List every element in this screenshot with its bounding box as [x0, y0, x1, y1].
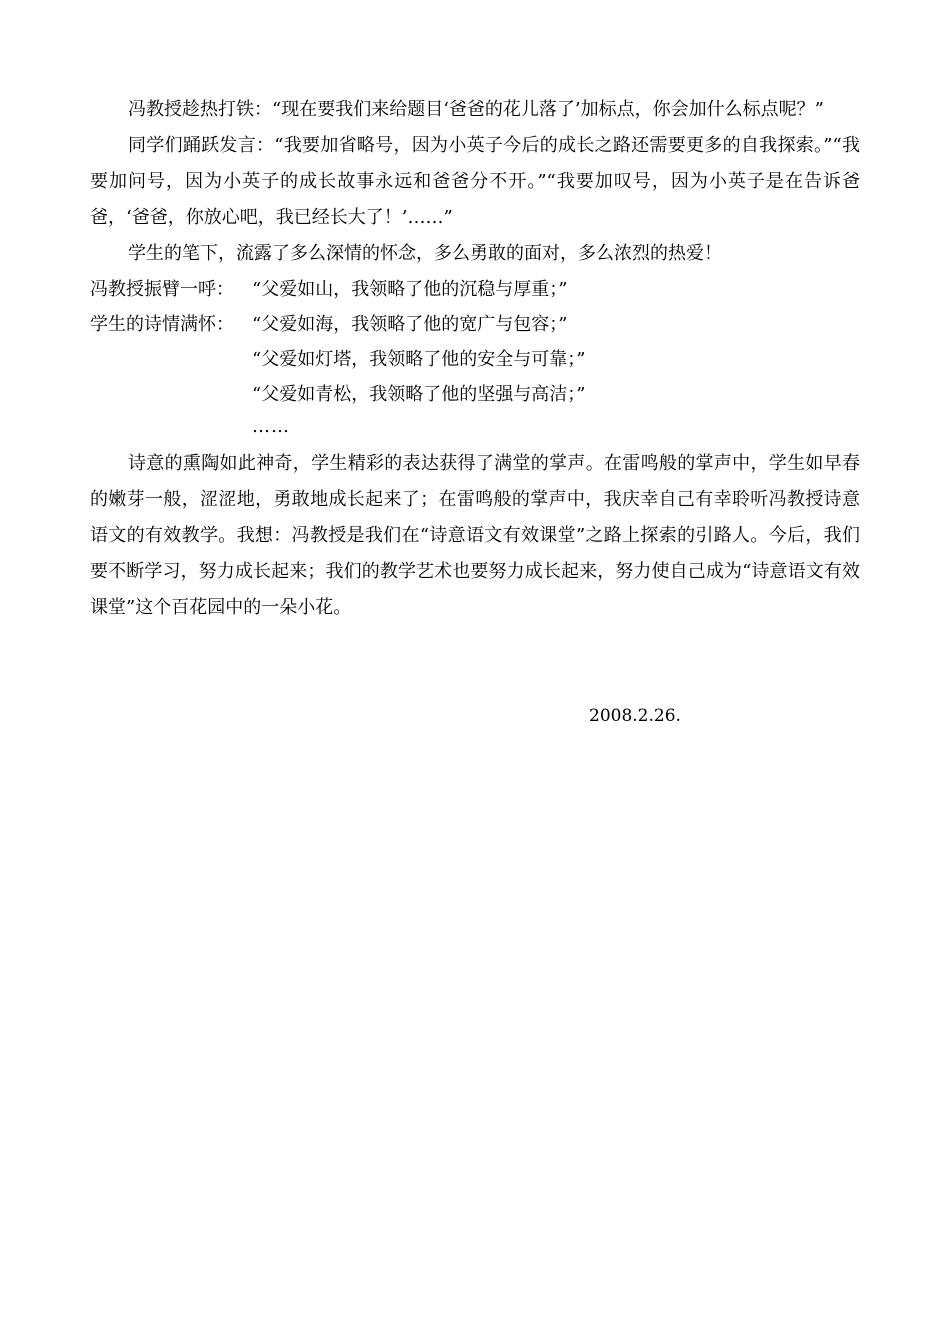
closing-paragraph: 诗意的熏陶如此神奇，学生精彩的表达获得了满堂的掌声。在雷鸣般的掌声中，学生如早春的嫩芽一般，涩涩地，勇敢地成长起来了；在雷鸣般的掌声中，我庆幸自己有幸聆听冯教授诗意语文的有效教学。我想：冯教授是我们在“诗意语文有效课堂”之路上探索的引路人。今后，我们要不断学习，努力成长起来；我们的教学艺术也要努力成长起来，努力使自己成为“诗意语文有效课堂”这个百花园中的一朵小花。: [90, 453, 860, 618]
poem-speaker: 冯教授振臂一呼：: [90, 279, 234, 300]
poem-line: [90, 272, 860, 307]
poem-text: “父爱如海，我领略了他的宽广与包容；”: [252, 314, 568, 335]
poem-line: [90, 342, 860, 377]
poem-line: [90, 377, 860, 412]
poem-text: “父爱如青松，我领略了他的坚强与高洁；”: [252, 384, 586, 405]
poem-ellipsis: ……: [252, 416, 290, 437]
poem-speaker: [90, 377, 252, 412]
paragraph-2: 同学们踊跃发言：“我要加省略号，因为小英子今后的成长之路还需要更多的自我探索。”“我要加问号，因为小英子的成长故事永远和爸爸分不开。”“我要加叹号，因为小英子是在告诉爸爸，‘爸爸，你放心吧，我已经长大了！’……”: [90, 135, 860, 228]
poem-line: [90, 307, 860, 342]
document-date: 2008.2.26.: [589, 706, 681, 726]
poem-speaker: 学生的诗情满怀：: [90, 314, 234, 335]
poem-block: [90, 272, 860, 442]
paragraph-1: 冯教授趁热打铁：“现在要我们来给题目‘爸爸的花儿落了’加标点，你会加什么标点呢？”: [128, 99, 824, 120]
poem-text: “父爱如山，我领略了他的沉稳与厚重；”: [252, 279, 568, 300]
paragraph-3: 学生的笔下，流露了多么深情的怀念，多么勇敢的面对，多么浓烈的热爱！: [128, 243, 722, 264]
document-page: [90, 92, 860, 626]
poem-text: “父爱如灯塔，我领略了他的安全与可靠；”: [252, 349, 586, 370]
poem-speaker: [90, 342, 252, 377]
